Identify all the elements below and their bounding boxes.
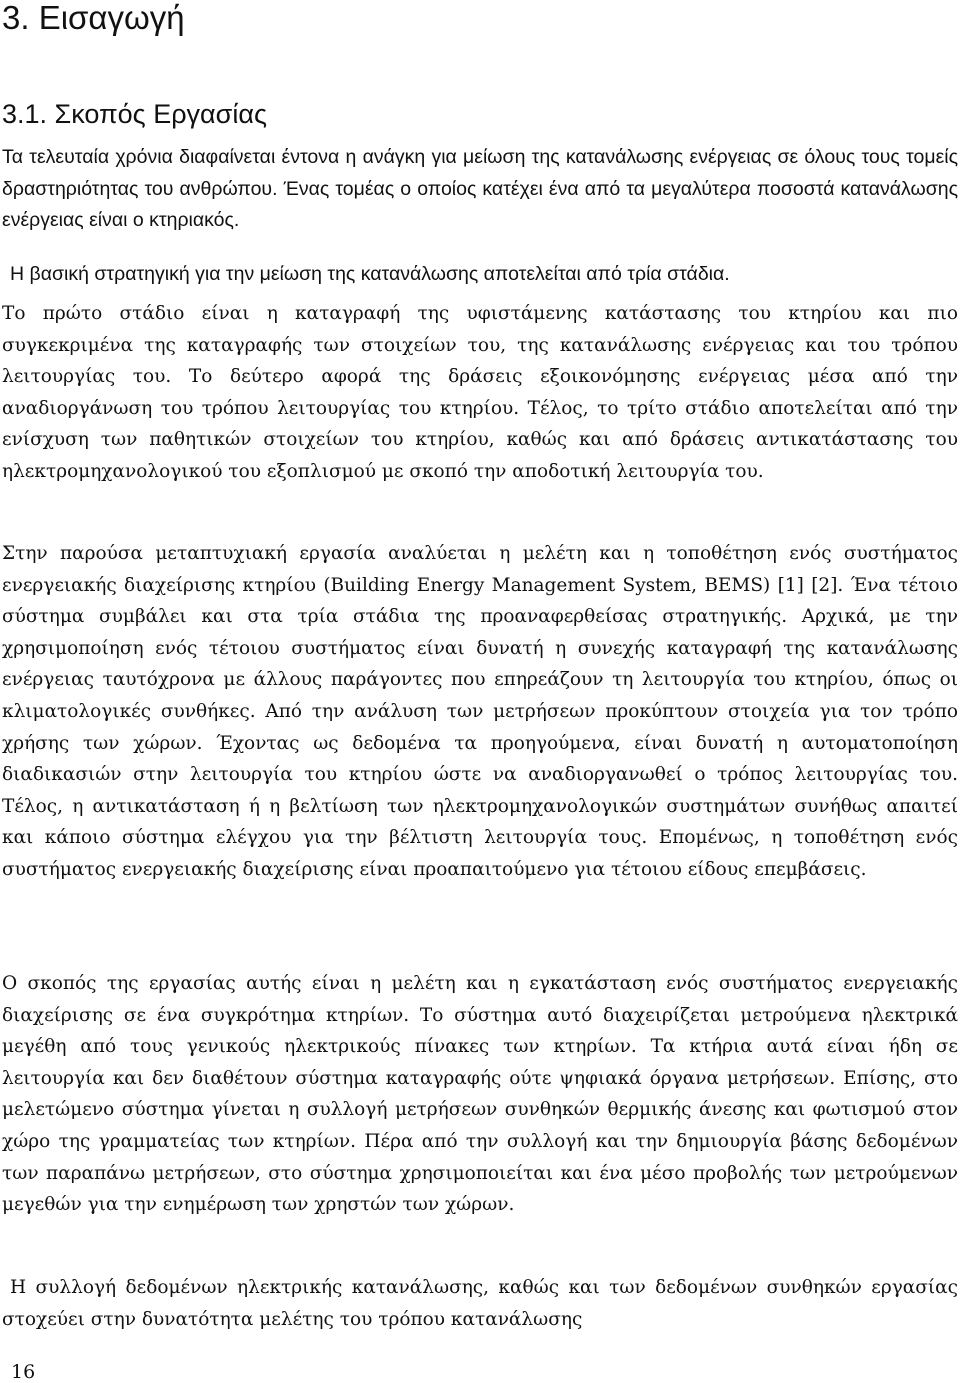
paragraph-data-collection: Η συλλογή δεδομένων ηλεκτρικής κατανάλωσης, καθώς και των δεδομένων συνθηκών εργασίας στοχεύει στην δυνατότητα μελέτης του τρόπου κατανάλωσης [2, 1277, 958, 1330]
paragraph-purpose: Ο σκοπός της εργασίας αυτής είναι η μελέτη και η εγκατάσταση ενός συστήματος ενεργειακής διαχείρισης σε ένα συγκρότημα κτηρίων. Το σύστημα αυτό διαχειρίζεται μετρούμενα ηλεκτρικά μεγέθη από τους γενικούς ηλεκτρικούς πίνακες των κτηρίων. Τα κτήρια αυτά είναι ήδη σε λειτουργία και δεν διαθέτουν σύστημα καταγραφής ούτε ψηφιακά όργανα μετρήσεων. Επίσης, στο μελετώμενο σύστημα γίνεται η συλλογή μετρήσεων συνθηκών θερμικής άνεσης και φωτισμού στον χώρο της γραμματείας των κτηρίων. Πέρα από την συλλογή και την δημιουργία βάσης δεδομένων των παραπάνω μετρήσεων, στο σύστημα χρησιμοποιείται και ένα μέσο προβολής των μετρούμενων μεγεθών για την ενημέρωση των χρηστών των χώρων. [2, 973, 958, 1216]
paragraph-stages: Το πρώτο στάδιο είναι η καταγραφή της υφιστάμενης κατάστασης του κτηρίου και πιο συγκεκριμένα της καταγραφής των στοιχείων του, της κατανάλωσης ενέργειας και του τρόπου λειτουργίας του. Το δεύτερο αφορά της δράσεις εξοικονόμησης ενέργειας μέσα από την αναδιοργάνωση του τρόπου λειτουργίας του κτηρίου. Τέλος, το τρίτο στάδιο αποτελείται από την ενίσχυση των παθητικών στοιχείων του κτηρίου, καθώς και από δράσεις αντικατάστασης του ηλεκτρομηχανολογικού του εξοπλισμού με σκοπό την αποδοτική λειτουργία του. [2, 303, 958, 482]
subsection-heading: 3.1. Σκοπός Εργασίας [2, 99, 267, 129]
paragraph-strategy: Η βασική στρατηγική για την μείωση της κατανάλωσης αποτελείται από τρία στάδια. [10, 263, 730, 285]
page-number: 16 [11, 1361, 36, 1383]
section-heading: 3. Εισαγωγή [2, 0, 185, 36]
paragraph-intro: Τα τελευταία χρόνια διαφαίνεται έντονα η ανάγκη για μείωση της κατανάλωσης ενέργειας σε όλους τους τομείς δραστηριότητας του ανθρώπου. Ένας τομέας ο οποίος κατέχει ένα από τα μεγαλύτερα ποσοστά κατανάλωσης ενέργειας είναι ο κτηριακός. [2, 146, 958, 232]
paragraph-bems: Στην παρούσα μεταπτυχιακή εργασία αναλύεται η μελέτη και η τοποθέτηση ενός συστήματος ενεργειακής διαχείρισης κτηρίου (Building Energy Management System, BEMS) [1] [2]. Ένα τέτοιο σύστημα συμβάλει και στα τρία στάδια της προαναφερθείσας στρατηγικής. Αρχικά, με την χρησιμοποίηση ενός τέτοιου συστήματος είναι δυνατή η συνεχής καταγραφή της κατανάλωσης ενέργειας ταυτόχρονα με άλλους παράγοντες που επηρεάζουν τη λειτουργία του κτηρίου, όπως οι κλιματολογικές συνθήκες. Από την ανάλυση των μετρήσεων προκύπτουν στοιχεία για τον τρόπο χρήσης των χώρων. Έχοντας ως δεδομένα τα προηγούμενα, είναι δυνατή η αυτοματοποίηση διαδικασιών στην λειτουργία του κτηρίου ώστε να αναδιοργανωθεί ο τρόπος λειτουργίας του. Τέλος, η αντικατάσταση ή η βελτίωση των ηλεκτρομηχανολογικών συστημάτων συνήθως απαιτεί και κάποιο σύστημα ελέγχου για την βέλτιστη λειτουργία τους. Επομένως, η τοποθέτηση ενός συστήματος ενεργειακής διαχείρισης είναι προαπαιτούμενο για τέτοιου είδους επεμβάσεις. [2, 543, 958, 880]
